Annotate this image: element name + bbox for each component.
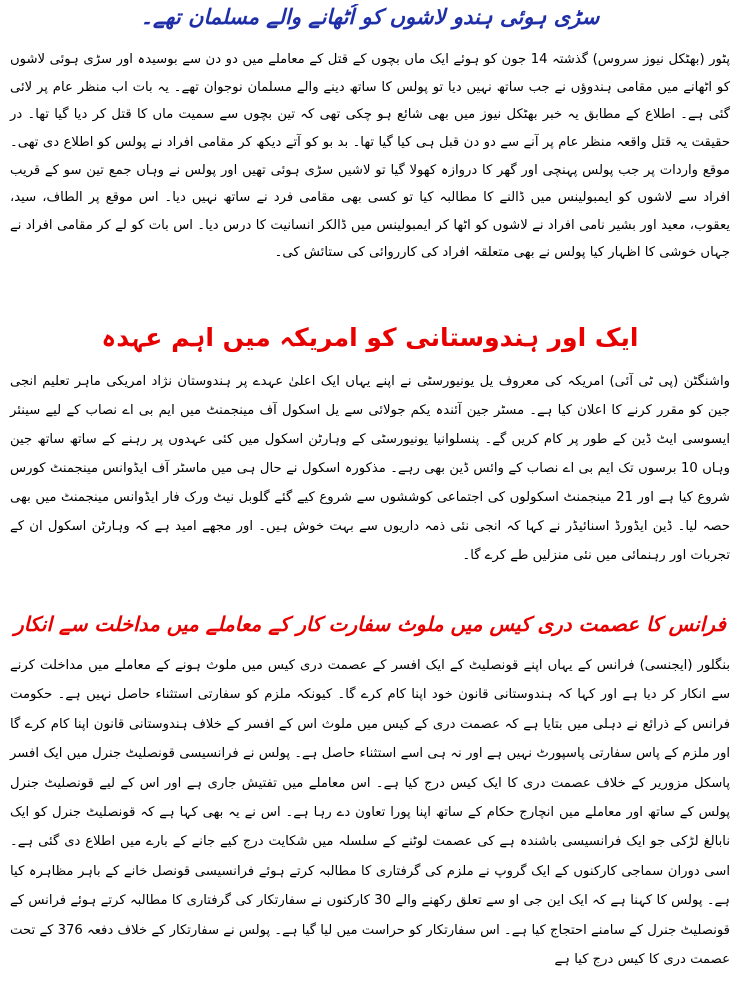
- article-1-headline: سڑی ہوئی ہندو لاشوں کو اُٹھانے والے مسلمان تھے۔: [140, 4, 600, 29]
- article-muslims-carry-bodies: [10, 4, 730, 267]
- article-1-body: پٹور (بھٹکل نیوز سروس) گذشتہ 14 جون کو ہوئے ایک ماں بچوں کے قتل کے معاملے میں دو دن سے بوسیدہ اور سڑی ہوئی لاشوں کو اٹھانے میں مقامی ہندوؤں نے جب ساتھ نہیں دیا تو پولس کا ساتھ دینے والے مسلمان نوجوان تھے۔ یہ بات اب منظر عام پر لائی گئی ہے۔ اطلاع کے مطابق یہ خبر بھٹکل نیوز میں بھی شائع ہو چکی تھی کہ تین بچوں سے سمیت ماں کا قتل کر دیا گیا تھا۔ در حقیقت یہ قتل واقعہ منظر عام پر آنے سے دو دن قبل ہی کیا گیا تھا۔ بد بو کو آتے دیکھ کر مقامی افراد نے پولس کو اطلاع دی تھی۔ موقع واردات پر جب پولس پہنچی اور گھر کا دروازہ کھولا گیا تو لاشیں سڑی ہوئی تھیں اور پولس نے وہاں جمع تین سو کے قریب افراد سے لاشوں کو ایمبولینس میں ڈالنے کا مطالبہ کیا تو کسی بھی مقامی فرد نے ساتھ نہیں دیا۔ اس موقع پر الطاف، سید، یعقوب، معید اور بشیر نامی افراد نے لاشوں کو اٹھا کر ایمبولینس میں ڈالکر انسانیت کا درس دیا۔ اس بات کو لے کر مقامی افراد نے جہاں خوشی کا اظہار کیا پولس نے بھی متعلقہ افراد کی کارروائی کی ستائش کی۔: [10, 52, 730, 261]
- article-2-headline: ایک اور ہندوستانی کو امریکہ میں اہم عہدہ: [101, 323, 639, 352]
- article-indian-us-post: [10, 322, 730, 570]
- article-2-body: واشنگٹن (پی ٹی آئی) امریکہ کی معروف یل یونیورسٹی نے اپنے یہاں ایک اعلیٰ عہدے پر ہندوستان نژاد امریکی ماہر تعلیم انجی جین کو مقرر کرنے کا اعلان کیا ہے۔ مسٹر جین آئندہ یکم جولائی سے یل اسکول آف مینجمنٹ میں ایم بی اے نصاب کے لیے سینئر ایسوسی ایٹ ڈین کے طور پر کام کریں گے۔ پنسلوانیا یونیورسٹی کے وہارٹن اسکول میں کئی عہدوں پر رہنے کے ساتھ ساتھ جین وہاں 10 برسوں تک ایم بی اے نصاب کے وائس ڈین بھی رہے۔ مذکورہ اسکول نے حال ہی میں ماسٹر آف ایڈوانس مینجمنٹ کورس شروع کیا ہے اور 21 مینجمنٹ اسکولوں کی اجتماعی کوششوں سے شروع کیے گئے گلوبل نیٹ ورک فار ایڈوانس مینجمنٹ میں بھی حصہ لیا۔ ڈین ایڈورڈ اسنائیڈر نے کہا کہ انجی نئی ذمہ داریوں سے بہت خوش ہیں۔ اور مجھے امید ہے کہ وہارٹن اسکول ان کے تجربات اور رہنمائی میں نئی منزلیں طے کرے گا۔: [10, 374, 731, 564]
- article-france-diplomat-case: [10, 612, 730, 974]
- article-3-body: بنگلور (ایجنسی) فرانس کے یہاں اپنے قونصلیٹ کے ایک افسر کے عصمت دری کیس میں ملوث ہونے کے معاملے میں مداخلت کرنے سے انکار کر دیا ہے اور کہا کہ ہندوستانی قانون خود اپنا کام کرے گا۔ کیونکہ ملزم کو سفارتی استثناء حاصل نہیں ہے۔ حکومت فرانس کے ذرائع نے دہلی میں بتایا ہے کہ عصمت دری کے کیس میں ملوث اس کے افسر کے خلاف ہندوستانی قانون اپنا کام کرے گا اور ملزم کے پاس سفارتی پاسپورٹ نہیں ہے اور نہ ہی اسے استثناء حاصل ہے۔ پولس نے فرانسیسی قونصلیٹ جنرل میں ایک افسر پاسکل مزوریر کے خلاف عصمت دری کا ایک کیس درج کیا ہے۔ اس معاملے میں تفتیش جاری ہے اور اس کے لیے قونصلیٹ جنرل پولس کے ساتھ اور معاملے میں انچارج حکام کے ساتھ اپنا پورا تعاون دے رہا ہے۔ اس نے یہ بھی کہا ہے کہ قونصلیٹ جنرل کو ایک نابالغ لڑکی جو ایک فرانسیسی باشندہ ہے کی عصمت لوٹنے کے سلسلہ میں شکایت درج کیے جانے کے بارے میں اطلاع دی گئی ہے۔ اسی دوران سماجی کارکنوں کے ایک گروپ نے ملزم کی گرفتاری کا مطالبہ کرتے ہوئے فرانسیسی قونصل خانے کے باہر مظاہرہ کیا ہے۔ پولس کا کہنا ہے کہ ایک این جی او سے تعلق رکھنے والے 30 کارکنوں نے سفارتکار کی گرفتاری کا مطالبہ کرتے ہوئے فرانس کے قونصلیٹ جنرل کے سامنے احتجاج کیا ہے۔ اس سفارتکار کو حراست میں لیا گیا ہے۔ پولس نے سفارتکار کے خلاف دفعہ 376 کے تحت عصمت دری کا کیس درج کیا ہے: [10, 658, 730, 968]
- article-3-headline: فرانس کا عصمت دری کیس میں ملوث سفارت کار کے معاملے میں مداخلت سے انکار: [14, 612, 726, 636]
